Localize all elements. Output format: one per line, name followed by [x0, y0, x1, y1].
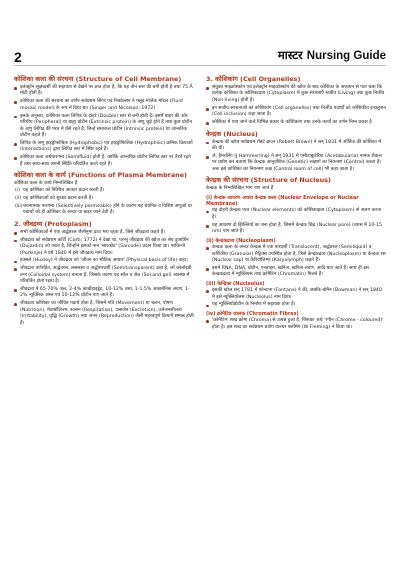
section-title-cell-organelles: 3. कोशिकांग (Cell Organelles): [206, 75, 301, 83]
list-item: इन सजीव संरचनाओं को कोशिकांग (Cell organelles) तथा निर्जीव पदार्थों को कोशिकीय इन्क्लूजन (Cell inclusion) कहा जाता है।: [206, 106, 386, 119]
nucleus-list: [206, 140, 386, 174]
section-title-protoplasm: 2. जीवद्रव्य (Protoplasm): [14, 219, 92, 228]
subsection-title-nucleolus: (iii) केन्द्रिका (Nucleolus): [206, 280, 265, 287]
list-item: 'क्रोमैटिन' शब्द क्रोमा (Chroma) से उत्पन्न हुआ है, जिसका अर्थ 'रंगीन (Chrome - coloured)' होता है। इस शब्द का सर्वप्रथम प्रयोग वाल्थर फ्लेमिंग (W Fleming) ने किया था।: [206, 318, 386, 331]
list-item: यह आवरण दो झिल्लियों का बना होता है, जिसमें केन्द्रक छिद्र (Nuclear pore) (व्यास में 10-15 nm) पाए जाते हैं।: [206, 223, 386, 236]
list-item: हक्सले (Huxley) ने जीवद्रव्य को 'जीवन का भौतिक आधार' (Physical basis of life) कहा।: [14, 258, 194, 264]
nucleoplasm-list: [206, 245, 386, 279]
list-item: जीवद्रव्य वर्णरहित, अर्द्धतरल, लसलसा व अर्द्धपारदर्शी (Semitransparent) द्रव्य है, जो कोलॉइडी तन्त्र (Colloidal system) बनाता है, जिसके कारण यह सॉल व जैल (Sol and gel) अवस्था में परिवर्तित होता रहता है।: [14, 266, 194, 285]
page-number: 2: [14, 49, 22, 65]
section-title-functions-membrane: कोशिका कला के कार्य (Functions of Plasma Membrane): [14, 171, 187, 179]
nucleolus-list: [206, 288, 386, 309]
chromatin-list: [206, 318, 386, 331]
section-title-nucleus: केन्द्रक (Nucleus): [206, 129, 258, 138]
list-item: कोशिका कला की संरचना का वर्णन सर्वप्रथम सिंगर एवं निकोल्सन ने फ्लूड मोज़ेक मॉडल (Fluid mosaic model) के रूप में दिया था। (Singer and Nicolson; 1972): [14, 99, 194, 112]
section-title-nucleus-structure: केन्द्रक की संरचना (Structure of Nucleus): [206, 176, 331, 185]
list-item: इलेक्ट्रॉन सूक्ष्मदर्शी की सहायता से देखने पर ज्ञात होता है, कि यह तीन स्तर की बनी होती है तथा 75 Å मोटी होती है।: [14, 85, 194, 98]
list-item: कोशिका कला अर्धपारगम्य (Semifluid) होती है, क्योंकि आन्तरिक प्रोटीन लिपिड स्तर पर तैरते रहते हैं तथा साथ-साथ अपनी स्थिति परिवर्तित करते रहते हैं।: [14, 155, 194, 168]
list-item: [14, 204, 194, 217]
list-item: कोशिका में पाए जाने वाले विभिन्न प्रकार के कोशिकांग तथा उनके कार्यों का वर्णन निम्न प्रकार है: [206, 120, 386, 126]
running-title: [278, 48, 386, 65]
subsection-title-chromatin: (iv) क्रोमैटिड जालक (Chromatin Fibres): [206, 310, 299, 317]
structure-membrane-list: [14, 85, 194, 168]
list-item: लिपिड के अणु हाइड्रोफोबिक (Hydrophobic) एवं हाइड्रोफिलिक (Hydrophilic) क्रमिक क्रियाओं (Interactions) द्वारा लिपिड स्तर में स्थिर रहते हैं।: [14, 141, 194, 154]
content-columns: [14, 66, 386, 560]
item-text: यह कोशिका को निश्चित आकार प्रदान करती है।: [23, 188, 105, 194]
item-text: यह कोशिकाओं को सुरक्षा प्रदान करती है।: [23, 196, 94, 202]
running-title-hindi: मास्टर: [277, 48, 303, 62]
subsection-title-nucleoplasm: (ii) केन्द्रकद्रव्य (Nucleoplasm): [206, 237, 276, 244]
list-item: यह न्यूक्लियोप्रोटीन के निर्माण में सहायक होता है।: [206, 302, 386, 308]
list-item: जीवद्रव्य कोशिका का जीवित पदार्थ होता है, जिसमें गति (Movement) या चलन, पोषण (Nutrition), मेटाबॉलिज्म, श्वसन (Respiration), उत्सर्जन (Excretion), उत्तेजनशीलता (Irritability), वृद्धि (Growth) तथा जनन (Reproduction) जैसी महत्त्वपूर्ण क्रियाएँ सम्पन्न होती हैं।: [14, 301, 194, 327]
list-item: [14, 196, 194, 202]
left-column: [14, 72, 194, 560]
cell-organelles-list: [206, 85, 386, 127]
list-item: जीवद्रव्य में 65-70% जल, 2-4% कार्बोहाइड्रेट, 10-12% वसा, 1-1.5% अकार्बनिक लवण, 1-2% न्यूक्लिक अम्ल एवं 10-12% प्रोटीन पाए जाते हैं।: [14, 287, 194, 300]
list-item: इसमें RNA, DNA, प्रोटीन, एन्ज़ाइम, खनिज, खनिज लवण, आदि पाए जाते हैं। साथ ही इस केन्द्रकद्रव्य में न्यूक्लियस तथा क्रोमैटिन (Chromatin) मिलते हैं।: [206, 266, 386, 279]
item-number: (ii): [15, 196, 22, 202]
functions-list: [14, 188, 194, 216]
section-title-structure-membrane: कोशिका कला की संरचना (Structure of Cell Membrane): [14, 75, 182, 83]
item-text: चयनात्मक पारगम्य (Selectively permeable) होने के कारण यह चयनित व विशिष्ट अणुओं या पदार्थों को ही कोशिका के अन्दर या बाहर जाने देती है।: [23, 203, 192, 216]
nuclear-envelope-list: [206, 208, 386, 235]
list-item: संयुक्त माइक्रोस्कोप एवं इलेक्ट्रॉन माइक्रोस्कोप की खोज के बाद कोशिका के अध्ययन से पता चला कि प्रत्येक कोशिका के कोशिकाद्रव्य (Cytoplasm) में कुछ संरचनाएँ सजीव (Living) तथा कुछ निर्जीव (Non-living) होती हैं।: [206, 85, 386, 104]
page-header: [14, 0, 386, 66]
functions-intro: कोशिका कला के कार्य निम्नलिखित हैं: [14, 181, 78, 186]
list-item: सभी कोशिकाओं में एक अर्द्धतरल जैलीनुमा द्रव्य भरा रहता है, जिसे जीवद्रव्य कहते हैं।: [14, 230, 194, 236]
list-item: केन्द्रक की खोज सर्वप्रथम रॉबर्ट ब्राउन (Robert Brown) ने सन् 1831 में ऑर्किड की कोशिका में की थी।: [206, 140, 386, 153]
item-number: (i): [15, 188, 20, 194]
item-number: (iii): [15, 203, 23, 209]
subsection-title-nuclear-envelope: (i) केन्द्रक आवरण अथवा केन्द्रक कला (Nuclear Envelope or Nuclear Membrane): [206, 194, 359, 208]
list-item: जे. हैमरलिंग (J Hammerling) ने सन् 1931 में एसीटाबुलेरिया (Acetabularia) नामक शैवाल पर प्रयोग कर बताया कि केन्द्रक आनुवंशिक (Genetic) लक्षणों का नियन्त्रण (Control) करता है। अतः इसे कोशिका का नियन्त्रण कक्ष (Control room of cell) भी कहा जाता है।: [206, 154, 386, 173]
protoplasm-list: [14, 230, 194, 327]
right-column: [206, 72, 386, 560]
list-item: यह दोहरी केन्द्रक परत (Nuclear elements) को कोशिकाद्रव्य (Cytoplasm) से अलग करता है।: [206, 208, 386, 221]
list-item: [14, 188, 194, 194]
list-item: केन्द्रक कला के अन्दर केन्द्रक में एक पारदर्शी (Translucent), अर्द्धतरल (Semiliquid) व कणिकीय (Granular) मैट्रिक्स उपस्थित होता है, जिसे केन्द्रकद्रव्य (Nucleoplasm) या केन्द्रक रस (Nuclear sap) या कैरियोलिम्फ (Karyolymph) कहते हैं।: [206, 245, 386, 264]
nucleus-structure-intro: केन्द्रक के निम्नलिखित भाग पाए जाते हैं: [206, 186, 274, 192]
list-item: इसकी खोज सन् 1781 में फोन्टाना (Fontana) ने की, जबकि बोमैन (Bowman) ने सन् 1840 में इसे न्यूक्लियोलस (Nucleolus) नाम दिया।: [206, 288, 386, 301]
list-item: इसके अनुसार, कोशिका कला लिपिड के दोहरे (Double) स्तर से बनी होती है। इसमें बाहर की ओर परिधीय (Peripheral) या बाह्य प्रोटीन (Extrinsic protein) के अणु जुड़े होते हैं तथा कुछ प्रोटीन के अणु लिपिड की परत में धँसे रहते हैं, जिन्हें समाकल प्रोटीन (Intrinsic protein) या आन्तरिक प्रोटीन कहते हैं।: [14, 114, 194, 140]
running-title-english: Nursing Guide: [306, 50, 386, 62]
list-item: जीवद्रव्य को सर्वप्रथम कॉर्टी (Corti; 1772) ने देखा था, परन्तु जीवद्रव्य की खोज का श्रेय डुजार्डिन (Dujardin) को जाता है, जिन्होंने इसको नाम 'सारकोड' (Sarcode) प्रदान किया था। परकिन्जे (Purkinje) ने वर्ष 1840 में इसे जीवद्रव्य नाम दिया।: [14, 238, 194, 257]
